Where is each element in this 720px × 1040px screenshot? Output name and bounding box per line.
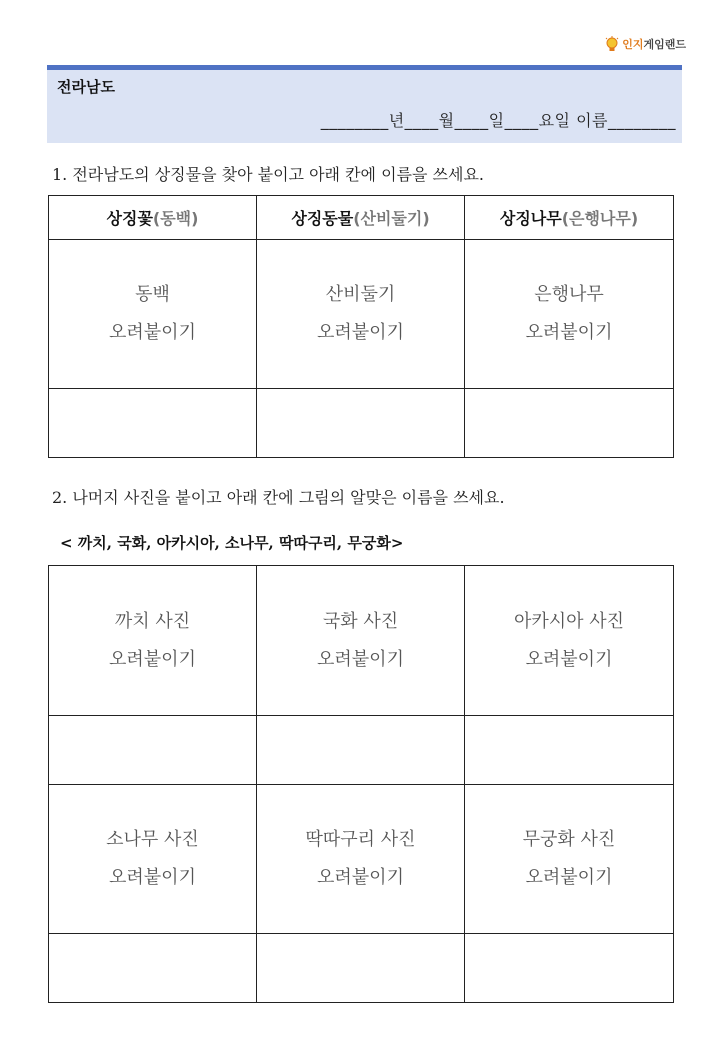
name-write-cell[interactable] xyxy=(257,716,465,785)
photo-slot-flower[interactable]: 동백 오려붙이기 xyxy=(49,240,257,389)
photo-slot-animal[interactable]: 산비둘기 오려붙이기 xyxy=(257,240,465,389)
region-title: 전라남도 xyxy=(57,78,115,96)
name-write-cell[interactable] xyxy=(49,716,257,785)
photo-slot-pine[interactable]: 소나무 사진 오려붙이기 xyxy=(49,785,257,934)
name-write-cell[interactable] xyxy=(465,716,674,785)
brand-logo xyxy=(605,36,686,52)
photo-slot-woodpecker[interactable]: 딱따구리 사진 오려붙이기 xyxy=(257,785,465,934)
photo-slot-magpie[interactable]: 까치 사진 오려붙이기 xyxy=(49,566,257,716)
photo-table xyxy=(48,565,674,1003)
name-write-cell[interactable] xyxy=(465,934,674,1003)
instruction-2: 2. 나머지 사진을 붙이고 아래 칸에 그림의 알맞은 이름을 쓰세요. xyxy=(52,488,505,507)
column-header-animal: 상징동물(산비둘기) xyxy=(257,196,465,240)
logo-text: 게임랜드 xyxy=(643,38,686,51)
photo-slot-chrysanthemum[interactable]: 국화 사진 오려붙이기 xyxy=(257,566,465,716)
photo-slot-rose-of-sharon[interactable]: 무궁화 사진 오려붙이기 xyxy=(465,785,674,934)
name-write-cell[interactable] xyxy=(257,389,465,458)
column-header-tree: 상징나무(은행나무) xyxy=(465,196,674,240)
photo-slot-acacia[interactable]: 아카시아 사진 오려붙이기 xyxy=(465,566,674,716)
photo-slot-tree[interactable]: 은행나무 오려붙이기 xyxy=(465,240,674,389)
word-list: < 까치, 국화, 아카시아, 소나무, 딱따구리, 무궁화> xyxy=(60,534,404,552)
instruction-1: 1. 전라남도의 상징물을 찾아 붙이고 아래 칸에 이름을 쓰세요. xyxy=(52,165,484,184)
name-write-cell[interactable] xyxy=(465,389,674,458)
column-header-flower: 상징꽃(동백) xyxy=(49,196,257,240)
logo-accent-text: 인지 xyxy=(622,38,644,51)
date-name-line: ________년____월____일____요일 이름________ xyxy=(320,111,676,130)
name-write-cell[interactable] xyxy=(49,389,257,458)
worksheet-header xyxy=(47,70,682,143)
name-write-cell[interactable] xyxy=(49,934,257,1003)
name-write-cell[interactable] xyxy=(257,934,465,1003)
symbol-table xyxy=(48,195,674,458)
lightbulb-icon xyxy=(605,36,619,52)
